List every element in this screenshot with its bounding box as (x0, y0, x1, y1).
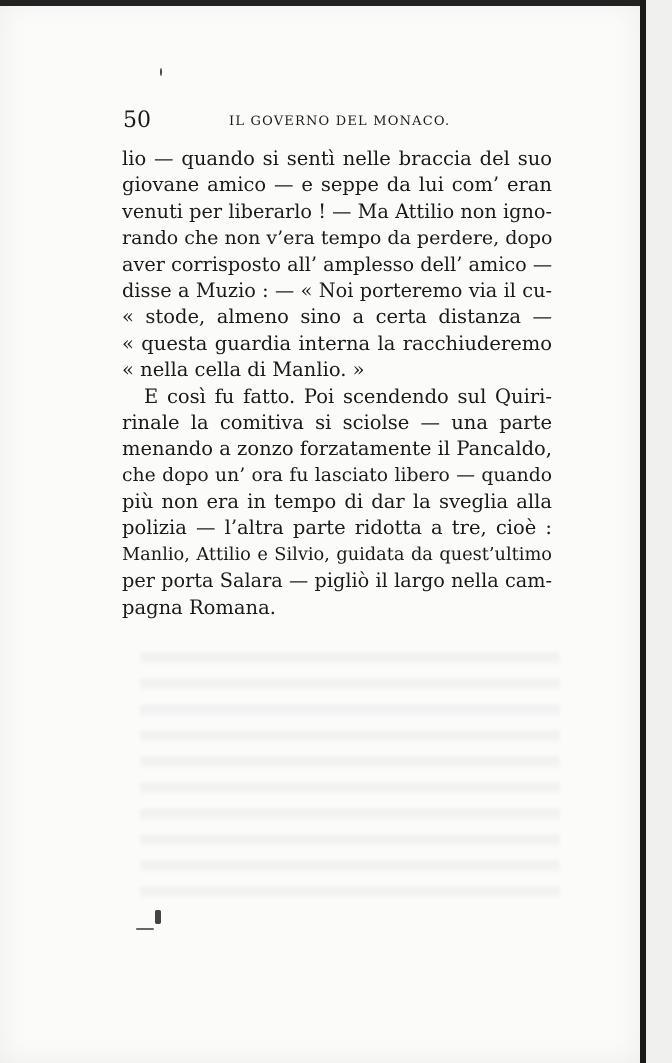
text-line: menando a zonzo forzatamente il Pancaldo, (122, 437, 552, 461)
ink-fleck (136, 928, 154, 930)
text-line: « questa guardia interna la racchiuderemo (122, 331, 552, 355)
text-line: rando che non v’era tempo da perdere, dopo (122, 227, 553, 250)
text-line: polizia — l’altra parte ridotta a tre, cioè : (122, 516, 552, 540)
text-line: « nella cella di Manlio. » (122, 358, 365, 382)
text-line: venuti per liberarlo ! — Ma Attilio non igno- (122, 199, 552, 223)
text-line: per porta Salara — pigliò il largo nella cam- (122, 569, 552, 593)
page-number: 50 (123, 108, 151, 133)
text-line: pagna Romana. (122, 595, 276, 619)
text-line: lio — quando si sentì nelle braccia del suo (122, 147, 552, 170)
show-through-text (140, 640, 560, 900)
next-page-edge (646, 0, 672, 1063)
text-line: disse a Muzio : — « Noi porteremo via il cu- (122, 278, 552, 302)
text-line: che dopo un’ ora fu lasciato libero — quando (122, 464, 552, 486)
ink-fleck (155, 910, 161, 924)
text-line: giovane amico — e seppe da lui com’ eran (122, 173, 552, 197)
text-line: « stode, almeno sino a certa distanza — (122, 305, 552, 329)
ink-fleck (160, 68, 162, 76)
body-text (122, 146, 552, 621)
page-header (123, 108, 553, 138)
text-line: più non era in tempo di dar la sveglia alla (122, 490, 552, 514)
text-line: rinale la comitiva si sciolse — una parte (122, 410, 552, 434)
text-line: E così fu fatto. Poi scendendo sul Quiri- (144, 384, 552, 408)
text-line: aver corrisposto all’ amplesso dell’ amico — (122, 252, 553, 276)
text-line: Manlio, Attilio e Silvio, guidata da quest’ultimo (122, 544, 552, 565)
running-title: IL GOVERNO DEL MONACO. (229, 114, 451, 129)
page-top-edge (0, 0, 672, 6)
